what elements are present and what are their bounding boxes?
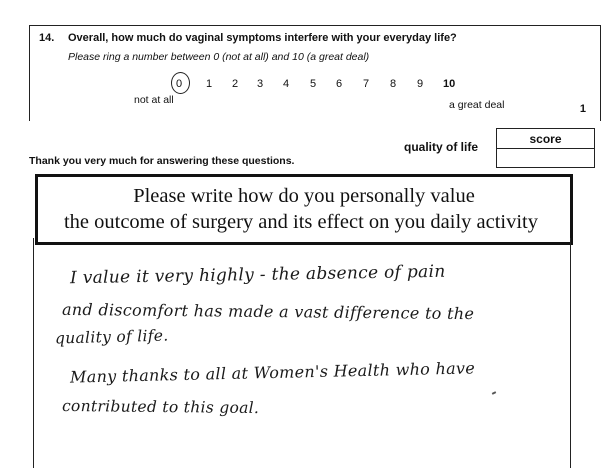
scale-high-label: a great deal bbox=[449, 99, 505, 111]
handwritten-line-1: I value it very highly - the absence of pain bbox=[69, 261, 446, 289]
handwritten-line-2: and discomfort has made a vast difference to the bbox=[61, 299, 475, 324]
prompt-line-1: Please write how do you personally value bbox=[133, 185, 475, 207]
scale-option-2[interactable]: 2 bbox=[232, 78, 239, 90]
prompt-box bbox=[35, 174, 573, 245]
scale-option-5[interactable]: 5 bbox=[310, 78, 317, 90]
scale-option-9[interactable]: 9 bbox=[417, 78, 424, 90]
question-score: 1 bbox=[579, 103, 586, 115]
question-number: 14. bbox=[39, 32, 55, 44]
scale-option-6[interactable]: 6 bbox=[336, 78, 343, 90]
scale-option-4[interactable]: 4 bbox=[283, 78, 290, 90]
scale-option-3[interactable]: 3 bbox=[257, 78, 264, 90]
scale-option-1[interactable]: 1 bbox=[206, 78, 213, 90]
question-instruction: Please ring a number between 0 (not at all) and 10 (a great deal) bbox=[68, 51, 370, 63]
scale-option-0[interactable]: 0 bbox=[176, 78, 183, 90]
prompt-line-2: the outcome of surgery and its effect on you daily activity bbox=[63, 211, 539, 233]
question-text: Overall, how much do vaginal symptoms interfere with your everyday life? bbox=[68, 32, 457, 44]
handwritten-line-4: Many thanks to all at Women's Health who have bbox=[69, 358, 476, 387]
scale-option-8[interactable]: 8 bbox=[390, 78, 397, 90]
score-box bbox=[496, 128, 595, 168]
scale-option-10[interactable]: 10 bbox=[443, 78, 456, 90]
quality-of-life-label: quality of life bbox=[404, 140, 479, 154]
handwritten-line-3: quality of life. bbox=[54, 326, 169, 348]
scale-low-label: not at all bbox=[134, 94, 174, 106]
score-box-divider bbox=[497, 148, 594, 149]
scale-option-7[interactable]: 7 bbox=[363, 78, 370, 90]
question-14-box bbox=[29, 25, 601, 121]
thank-you-text: Thank you very much for answering these questions. bbox=[29, 155, 295, 167]
score-label: score bbox=[529, 132, 562, 146]
handwritten-line-5: contributed to this goal. bbox=[61, 396, 260, 418]
